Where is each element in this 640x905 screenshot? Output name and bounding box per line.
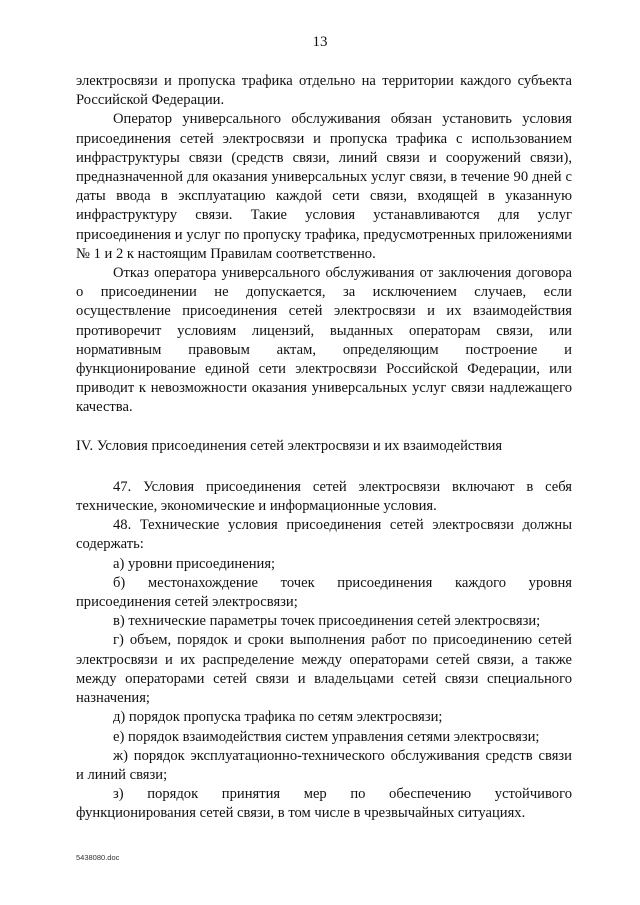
- paragraph-48: 48. Технические условия присоединения сетей электросвязи должны содержать:: [76, 517, 572, 553]
- list-item-z: з) порядок принятия мер по обеспечению устойчивого функционирования сетей связи, в том числе в чрезвычайных ситуациях.: [76, 786, 572, 822]
- section-heading: IV. Условия присоединения сетей электросвязи и их взаимодействия: [76, 437, 503, 454]
- list-item-d: д) порядок пропуска трафика по сетям электросвязи;: [113, 709, 443, 726]
- footer-filename: 5438080.doc: [76, 853, 120, 862]
- paragraph-refusal: Отказ оператора универсального обслуживания от заключения договора о присоединении не допускается, за исключением случаев, если осуществление присоединения сетей электросвязи и их взаимодействия противоречит условиям лицензий, выданных операторам связи, или нормативным правовым актам, определяющим построение и функционирование единой сети электросвязи Российской Федерации, или приводит к невозможности оказания универсальных услуг связи надлежащего качества.: [76, 265, 572, 416]
- paragraph-operator-obligation: Оператор универсального обслуживания обязан установить условия присоединения сетей электросвязи и пропуска трафика с использованием инфраструктуры связи (средств связи, линий связи и сооружений связи), предназначенной для оказания универсальных услуг связи, в течение 90 дней с даты ввода в эксплуатацию каждой сети связи, входящей в указанную инфраструктуру связи. Такие условия устанавливаются для услуг присоединения и услуг по пропуску трафика, предусмотренных приложениями № 1 и 2 к настоящим Правилам соответственно.: [76, 111, 572, 262]
- document-body: [76, 72, 572, 824]
- paragraph-47: 47. Условия присоединения сетей электросвязи включают в себя технические, экономические и информационные условия.: [76, 478, 572, 515]
- list-item-b: б) местонахождение точек присоединения каждого уровня присоединения сетей электросвязи;: [76, 574, 572, 611]
- list-item-a: а) уровни присоединения;: [113, 555, 276, 572]
- list-item-e: е) порядок взаимодействия систем управления сетями электросвязи;: [113, 728, 540, 745]
- list-item-g: г) объем, порядок и сроки выполнения работ по присоединению сетей электросвязи и их распределение между операторами сетей связи, а также между операторами сетей связи и владельцами сетей связи специального назначения;: [76, 632, 572, 707]
- page-number: 13: [312, 34, 328, 50]
- list-item-v: в) технические параметры точек присоединения сетей электросвязи;: [113, 613, 541, 630]
- list-item-zh: ж) порядок эксплуатационно-технического обслуживания средств связи и линий связи;: [76, 747, 572, 783]
- paragraph-continuation: электросвязи и пропуска трафика отдельно на территории каждого субъекта Российской Федерации.: [76, 73, 572, 109]
